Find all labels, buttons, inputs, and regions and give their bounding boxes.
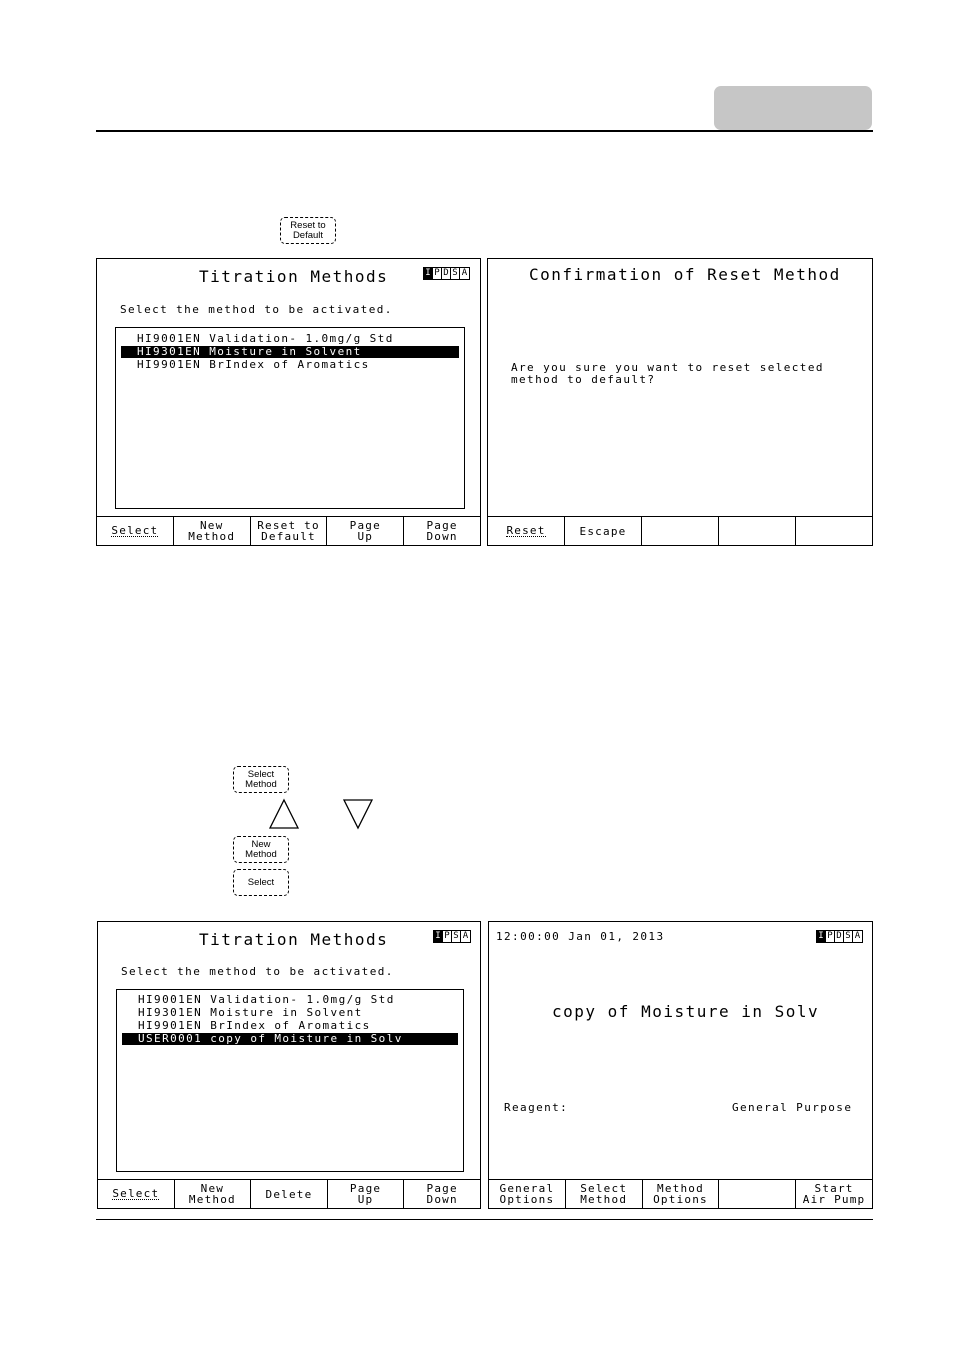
softkey-bar (489, 1179, 872, 1208)
footer-rule (96, 1219, 873, 1220)
screen-title: Titration Methods (199, 267, 389, 286)
screen-main-method (488, 921, 873, 1209)
page-up-softkey[interactable]: Page Up (328, 1180, 405, 1208)
list-item[interactable]: HI9901EN BrIndex of Aromatics (137, 358, 370, 371)
reset-to-default-softkey[interactable]: Reset to Default (251, 517, 328, 545)
screen-titration-methods-2 (97, 921, 481, 1209)
new-method-key-icon: New Method (233, 836, 289, 863)
reagent-label: Reagent: (504, 1101, 569, 1114)
softkey-bar (97, 516, 480, 545)
method-list[interactable] (115, 327, 465, 509)
general-options-softkey[interactable]: General Options (489, 1180, 566, 1208)
mode-indicator: I P D S A (816, 930, 863, 943)
escape-softkey[interactable]: Escape (565, 517, 642, 545)
screen-title: Titration Methods (199, 930, 389, 949)
screen-titration-methods-1 (96, 258, 481, 546)
list-item[interactable]: HI9001EN Validation- 1.0mg/g Std (137, 332, 394, 345)
page-down-softkey[interactable]: Page Down (426, 519, 458, 543)
method-name: copy of Moisture in Solv (552, 1002, 820, 1021)
empty-softkey (719, 517, 796, 545)
select-key-icon: Select (233, 869, 289, 896)
select-softkey[interactable]: Select (98, 1180, 175, 1208)
mode-indicator: I P S A (433, 930, 471, 943)
select-method-softkey[interactable]: Select Method (566, 1180, 643, 1208)
screen-confirmation-reset (487, 258, 873, 546)
list-item[interactable]: HI9001EN Validation- 1.0mg/g Std (138, 993, 395, 1006)
method-options-softkey[interactable]: Method Options (643, 1180, 720, 1208)
header-tab (714, 86, 872, 130)
empty-softkey (719, 1180, 796, 1208)
list-item[interactable]: HI9901EN BrIndex of Aromatics (138, 1019, 371, 1032)
start-air-pump-softkey[interactable]: Start Air Pump (802, 1182, 866, 1206)
mode-indicator: I P D S A (423, 267, 470, 280)
page-down-softkey[interactable]: Page Down (426, 1182, 458, 1206)
new-method-softkey[interactable]: New Method (175, 1180, 252, 1208)
select-softkey[interactable]: Select (97, 517, 174, 545)
empty-softkey (796, 517, 872, 545)
reagent-value: General Purpose (732, 1101, 853, 1114)
arrow-up-key-icon (268, 798, 300, 830)
prompt-text: Select the method to be activated. (121, 965, 394, 978)
delete-softkey[interactable]: Delete (251, 1180, 328, 1208)
list-item[interactable]: HI9301EN Moisture in Solvent (138, 1006, 363, 1019)
empty-softkey (642, 517, 719, 545)
list-item-selected[interactable]: USER0001 copy of Moisture in Solv (122, 1033, 458, 1045)
method-list[interactable] (116, 989, 464, 1172)
prompt-text: Select the method to be activated. (120, 303, 393, 316)
new-method-softkey[interactable]: New Method (174, 517, 251, 545)
reset-to-default-key-icon: Reset to Default (280, 217, 336, 244)
softkey-bar (98, 1179, 480, 1208)
softkey-bar (488, 516, 872, 545)
confirmation-message: Are you sure you want to reset selected method to default? (511, 361, 824, 386)
datetime-display: 12:00:00 Jan 01, 2013 (496, 930, 665, 943)
reset-softkey[interactable]: Reset (488, 517, 565, 545)
page-up-softkey[interactable]: Page Up (327, 517, 404, 545)
list-item-selected[interactable]: HI9301EN Moisture in Solvent (121, 346, 459, 358)
header-rule (96, 130, 873, 132)
screen-title: Confirmation of Reset Method (529, 265, 841, 284)
select-method-key-icon: Select Method (233, 766, 289, 793)
arrow-down-key-icon (342, 798, 374, 830)
